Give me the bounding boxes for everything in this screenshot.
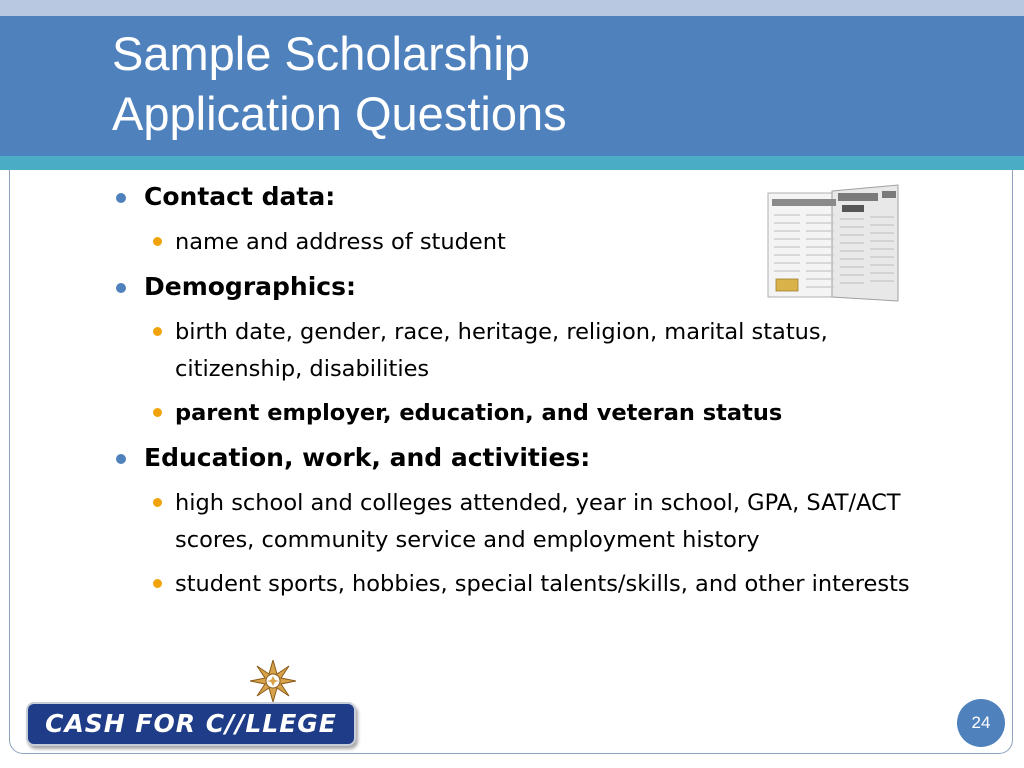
newspaper-icon [766, 183, 900, 305]
slide-title [112, 24, 567, 144]
star-burst-icon [250, 660, 296, 702]
sub-bullet [144, 395, 952, 432]
logo-text: CASH FOR C//LLEGE [26, 702, 356, 746]
sub-bullet-icon [153, 237, 162, 246]
bullet-icon [116, 454, 126, 464]
sub-bullet [144, 566, 952, 603]
sub-bullet-text: parent employer, education, and veteran status [175, 400, 783, 426]
top-strip [0, 0, 1024, 16]
bullet-heading: Demographics: [144, 272, 356, 301]
sub-bullet-text: high school and colleges attended, year in school, GPA, SAT/ACT scores, community service and employment history [175, 490, 901, 553]
bullet-icon [116, 283, 126, 293]
cash-for-college-logo [22, 660, 362, 752]
bullet-heading: Contact data: [144, 182, 336, 211]
title-line-2: Application Questions [112, 87, 567, 140]
sub-bullet [144, 485, 952, 559]
sub-bullet-icon [153, 579, 162, 588]
sub-bullet-icon [153, 408, 162, 417]
title-underline [0, 156, 1024, 170]
bullet-icon [116, 193, 126, 203]
sub-bullet [144, 314, 952, 388]
sub-bullet-icon [153, 498, 162, 507]
sub-bullet-text: name and address of student [175, 229, 506, 255]
title-line-1: Sample Scholarship [112, 27, 530, 80]
sub-bullet-text: birth date, gender, race, heritage, religion, marital status, citizenship, disabilities [175, 319, 828, 382]
bullet-heading: Education, work, and activities: [144, 443, 591, 472]
bullet-education [112, 439, 952, 477]
page-number: 24 [957, 699, 1005, 747]
sub-bullet-icon [153, 327, 162, 336]
sub-bullet-text: student sports, hobbies, special talents/skills, and other interests [175, 571, 910, 597]
